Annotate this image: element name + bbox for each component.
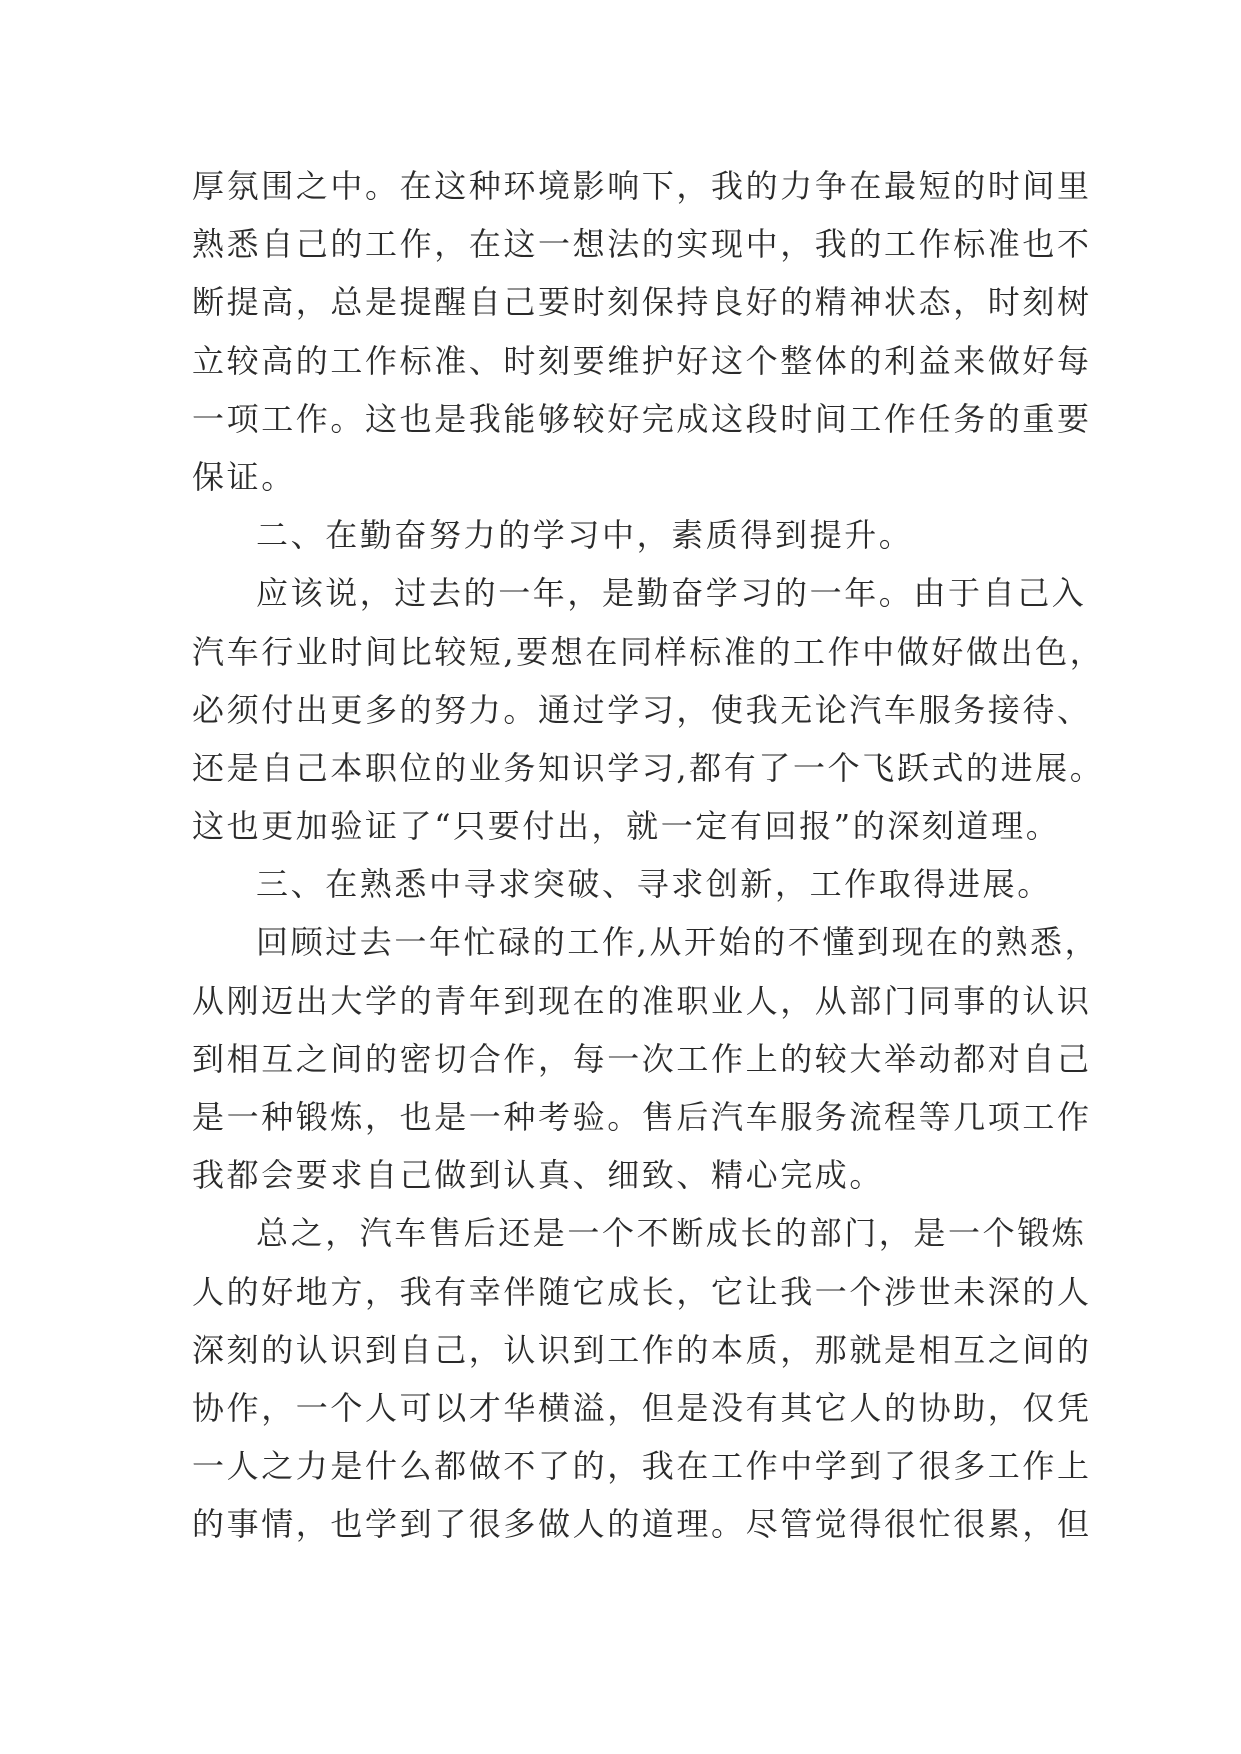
text-line: 断提高，总是提醒自己要时刻保持良好的精神状态，时刻树	[192, 283, 1092, 322]
text-line: 到相互之间的密切合作，每一次工作上的较大举动都对自己	[192, 1039, 1092, 1078]
document-body	[192, 157, 1105, 1554]
text-line: 一项工作。这也是我能够较好完成这段时间工作任务的重要	[192, 399, 1092, 438]
text-line: 三、在熟悉中寻求突破、寻求创新，工作取得进展。	[256, 865, 1052, 904]
text-line: 回顾过去一年忙碌的工作,从开始的不懂到现在的熟悉，	[256, 923, 1100, 962]
text-line: 总之，汽车售后还是一个不断成长的部门，是一个锻炼	[256, 1214, 1087, 1253]
text-line: 深刻的认识到自己，认识到工作的本质，那就是相互之间的	[192, 1330, 1092, 1369]
text-line: 立较高的工作标准、时刻要维护好这个整体的利益来做好每	[192, 341, 1092, 380]
text-line: 这也更加验证了“只要付出，就一定有回报”的深刻道理。	[192, 807, 1061, 846]
text-line: 应该说，过去的一年，是勤奋学习的一年。由于自己入	[256, 574, 1087, 613]
text-line: 还是自己本职位的业务知识学习,都有了一个飞跃式的进展。	[192, 748, 1105, 787]
text-line: 熟悉自己的工作，在这一想法的实现中，我的工作标准也不	[192, 225, 1092, 264]
text-line: 二、在勤奋努力的学习中，素质得到提升。	[256, 516, 914, 555]
text-line: 从刚迈出大学的青年到现在的准职业人，从部门同事的认识	[192, 981, 1092, 1020]
text-line: 保证。	[192, 457, 296, 496]
text-line: 的事情，也学到了很多做人的道理。尽管觉得很忙很累，但	[192, 1505, 1092, 1544]
text-line: 人的好地方，我有幸伴随它成长，它让我一个涉世未深的人	[192, 1272, 1092, 1311]
text-line: 厚氛围之中。在这种环境影响下，我的力争在最短的时间里	[192, 167, 1092, 205]
text-line: 汽车行业时间比较短,要想在同样标准的工作中做好做出色，	[192, 632, 1105, 671]
text-line: 必须付出更多的努力。通过学习，使我无论汽车服务接待、	[192, 690, 1092, 729]
text-line: 协作，一个人可以才华横溢，但是没有其它人的协助，仅凭	[192, 1388, 1092, 1427]
text-line: 一人之力是什么都做不了的，我在工作中学到了很多工作上	[192, 1447, 1092, 1486]
text-line: 是一种锻炼，也是一种考验。售后汽车服务流程等几项工作	[192, 1098, 1092, 1136]
text-line: 我都会要求自己做到认真、细致、精心完成。	[192, 1156, 885, 1195]
